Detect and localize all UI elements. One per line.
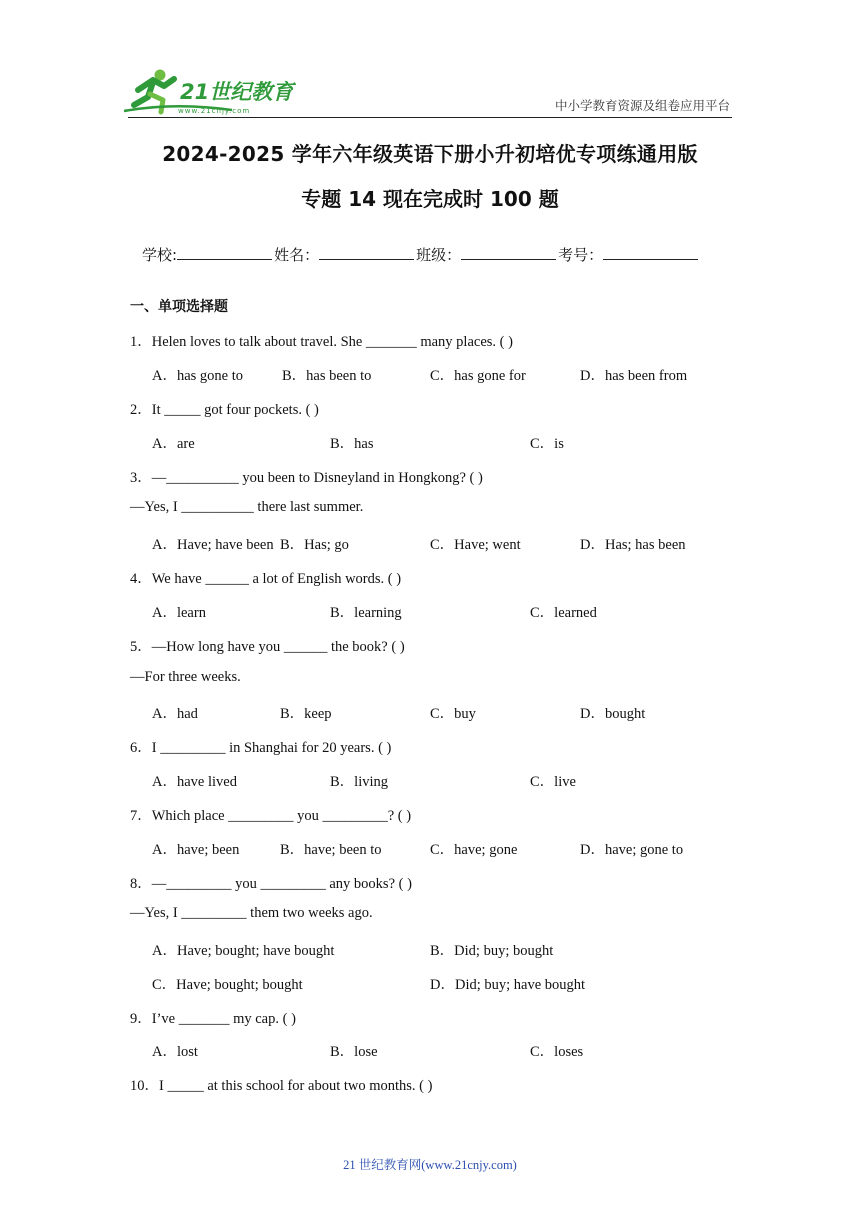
option-a[interactable]: A．learn bbox=[152, 605, 206, 621]
option-a[interactable]: A．Have; have been bbox=[152, 537, 274, 553]
option-b[interactable]: B．Did; buy; bought bbox=[430, 943, 554, 959]
option-b[interactable]: B．have; been to bbox=[280, 842, 382, 858]
option-d[interactable]: D．Has; has been bbox=[580, 537, 686, 553]
21cnjy-logo bbox=[120, 66, 300, 118]
exam-number-label: 考号： bbox=[558, 246, 604, 264]
option-a[interactable]: A．Have; bought; have bought bbox=[152, 943, 335, 959]
platform-name: 中小学教育资源及组卷应用平台 bbox=[554, 98, 730, 113]
page-header bbox=[0, 0, 860, 120]
school-label: 学校: bbox=[142, 246, 178, 264]
option-c[interactable]: C．learned bbox=[530, 605, 597, 621]
option-d[interactable]: D．Did; buy; have bought bbox=[430, 977, 586, 993]
option-a[interactable]: A．has gone to bbox=[152, 368, 244, 384]
question-stem: 5．—How long have you ______ the book? ( ) bbox=[130, 639, 405, 655]
option-d[interactable]: D．bought bbox=[580, 706, 646, 722]
option-c[interactable]: C．is bbox=[530, 436, 564, 452]
question-stem-reply: —For three weeks. bbox=[130, 669, 241, 685]
option-d[interactable]: D．have; gone to bbox=[580, 842, 684, 858]
question-stem: 7．Which place _________ you _________? ( ) bbox=[130, 808, 412, 824]
section-heading: 一、单项选择题 bbox=[130, 299, 228, 315]
question-stem: 6．I _________ in Shanghai for 20 years. ( ) bbox=[130, 740, 392, 756]
question-stem: 3．—__________ you been to Disneyland in Hongkong? ( ) bbox=[130, 470, 483, 486]
option-b[interactable]: B．has bbox=[330, 436, 374, 452]
option-c[interactable]: C．Have; bought; bought bbox=[152, 977, 303, 993]
option-c[interactable]: C．Have; went bbox=[430, 537, 521, 553]
option-b[interactable]: B．lose bbox=[330, 1044, 378, 1060]
option-b[interactable]: B．Has; go bbox=[280, 537, 349, 553]
option-d[interactable]: D．has been from bbox=[580, 368, 688, 384]
option-c[interactable]: C．loses bbox=[530, 1044, 584, 1060]
question-stem: 4．We have ______ a lot of English words. ( ) bbox=[130, 571, 402, 587]
option-a[interactable]: A．have lived bbox=[152, 774, 237, 790]
question-stem: 1．Helen loves to talk about travel. She _______ many places. ( ) bbox=[130, 334, 513, 350]
page-title: 2024-2025 学年六年级英语下册小升初培优专项练通用版 bbox=[162, 142, 698, 166]
question-stem: 9．I’ve _______ my cap. ( ) bbox=[130, 1011, 296, 1027]
class-blank[interactable] bbox=[461, 246, 556, 260]
option-c[interactable]: C．live bbox=[530, 774, 576, 790]
option-c[interactable]: C．has gone for bbox=[430, 368, 526, 384]
option-a[interactable]: A．have; been bbox=[152, 842, 240, 858]
question-stem: 8．—_________ you _________ any books? ( ) bbox=[130, 876, 412, 892]
question-stem: 10．I _____ at this school for about two months. ( ) bbox=[130, 1078, 433, 1094]
option-b[interactable]: B．living bbox=[330, 774, 389, 790]
name-blank[interactable] bbox=[319, 246, 414, 260]
footer-link[interactable]: 21 世纪教育网(www.21cnjy.com) bbox=[343, 1158, 517, 1172]
option-b[interactable]: B．keep bbox=[280, 706, 332, 722]
question-stem-reply: —Yes, I _________ them two weeks ago. bbox=[130, 905, 373, 921]
option-b[interactable]: B．learning bbox=[330, 605, 402, 621]
option-c[interactable]: C．have; gone bbox=[430, 842, 518, 858]
exam-number-blank[interactable] bbox=[603, 246, 698, 260]
svg-text:21世纪教育: 21世纪教育 bbox=[180, 80, 294, 104]
option-a[interactable]: A．lost bbox=[152, 1044, 198, 1060]
name-label: 姓名： bbox=[274, 246, 320, 264]
school-blank[interactable] bbox=[177, 246, 272, 260]
question-stem-reply: —Yes, I __________ there last summer. bbox=[130, 499, 364, 515]
student-info-line bbox=[142, 244, 700, 265]
question-stem: 2．It _____ got four pockets. ( ) bbox=[130, 402, 319, 418]
header-divider bbox=[128, 117, 732, 118]
option-a[interactable]: A．had bbox=[152, 706, 198, 722]
svg-text:www.21cnjy.com: www.21cnjy.com bbox=[178, 107, 251, 115]
option-b[interactable]: B．has been to bbox=[282, 368, 372, 384]
class-label: 班级： bbox=[416, 246, 462, 264]
option-c[interactable]: C．buy bbox=[430, 706, 476, 722]
page-subtitle: 专题 14 现在完成时 100 题 bbox=[301, 187, 559, 211]
option-a[interactable]: A．are bbox=[152, 436, 195, 452]
